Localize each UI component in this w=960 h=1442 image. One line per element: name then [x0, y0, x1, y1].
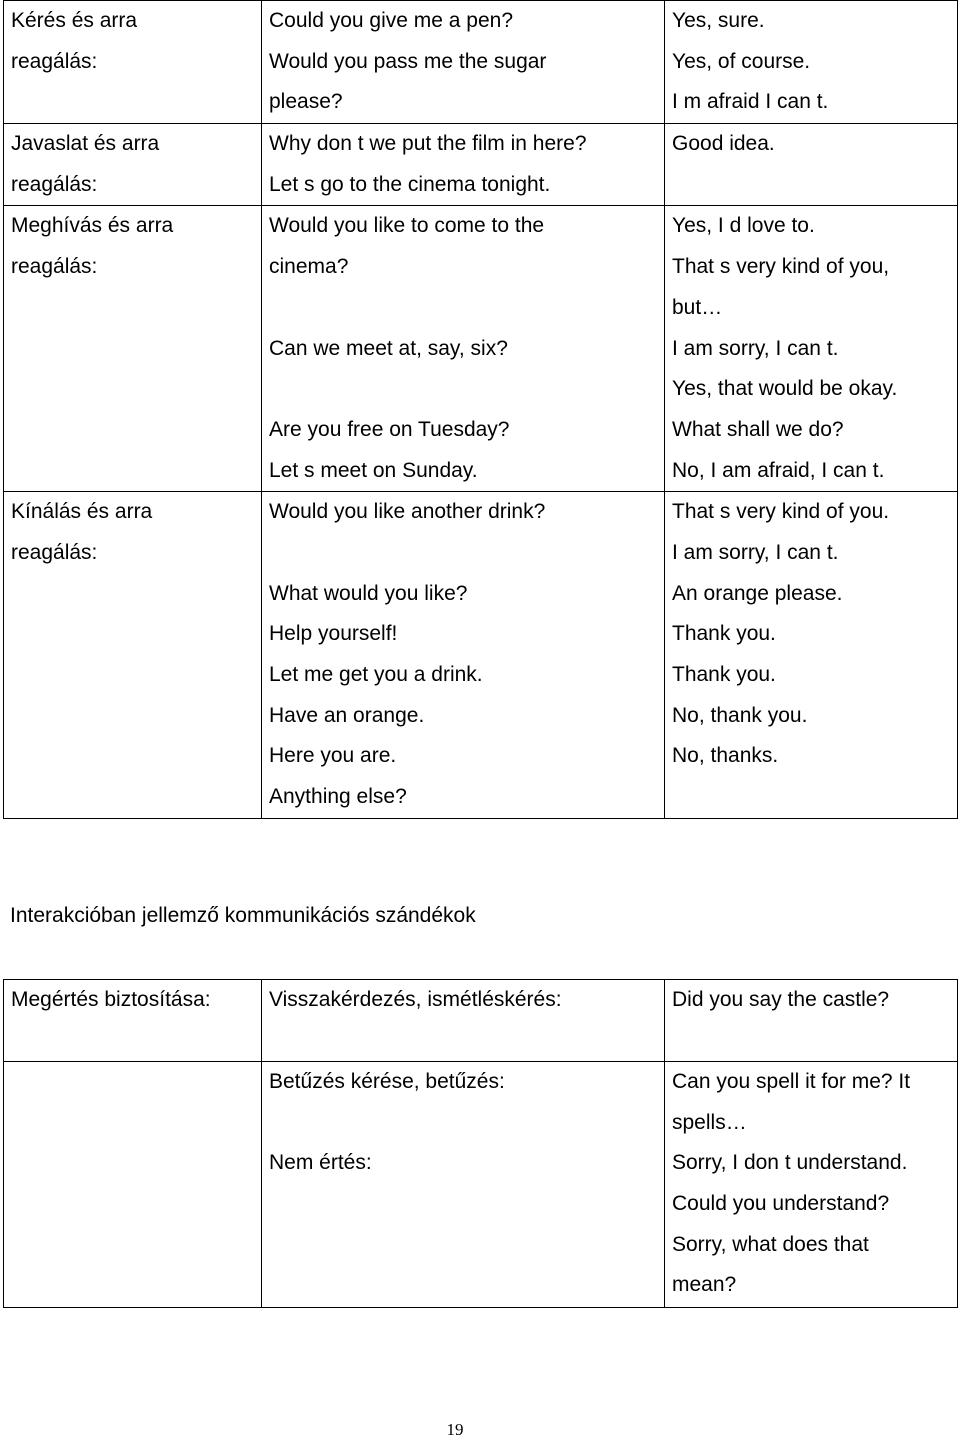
example-text: Did you say the castle? [672, 988, 890, 1011]
response-text: An orange please. [672, 581, 843, 605]
table-row [4, 206, 958, 492]
strategy-label [269, 1103, 658, 1144]
response-text: but… [672, 295, 723, 319]
response-text: No, thanks. [672, 744, 779, 768]
strategy-label: Nem értés: [269, 1151, 372, 1175]
phrase-text: Have an orange. [269, 703, 425, 727]
phrases-table [3, 0, 958, 819]
example-text: Can you spell it for me? It [672, 1070, 911, 1093]
response-text: Yes, sure. [672, 9, 765, 32]
category-label: reagálás: [11, 49, 98, 73]
example-text: mean? [672, 1273, 737, 1297]
phrase-text: Anything else? [269, 785, 407, 809]
phrase-cell [262, 124, 665, 206]
phrase-text [269, 369, 658, 410]
response-text: I am sorry, I can t. [672, 540, 839, 564]
table-row [4, 1, 958, 124]
strategy-cell [262, 1062, 665, 1308]
page-number: 19 [446, 1420, 464, 1439]
phrase-cell [262, 1, 665, 124]
response-cell [665, 206, 958, 492]
response-cell [665, 1, 958, 124]
phrase-text: please? [269, 90, 343, 114]
response-cell [665, 492, 958, 819]
phrase-text: Here you are. [269, 744, 397, 768]
response-text: Good idea. [672, 132, 775, 156]
category-label: reagálás: [11, 540, 98, 564]
phrase-cell [262, 492, 665, 819]
response-text: Thank you. [672, 663, 776, 686]
phrase-text [269, 288, 658, 329]
communication-intents-table [3, 979, 958, 1308]
example-text: spells… [672, 1110, 747, 1134]
response-text: That s very kind of you, [672, 255, 890, 279]
response-cell [665, 124, 958, 206]
category-label [11, 1062, 255, 1103]
example-text: Sorry, I don t understand. [672, 1151, 908, 1175]
category-label: reagálás: [11, 255, 98, 279]
response-text: No, I am afraid, I can t. [672, 458, 885, 482]
response-text: I am sorry, I can t. [672, 336, 839, 360]
example-cell [665, 1062, 958, 1308]
phrase-text: Could you give me a pen? [269, 9, 513, 32]
response-text: Yes, I d love to. [672, 214, 815, 238]
response-text: No, thank you. [672, 703, 808, 727]
phrase-text [269, 533, 658, 574]
category-label: reagálás: [11, 172, 98, 196]
response-text: I m afraid I can t. [672, 90, 829, 114]
category-label: Kínálás és arra [11, 500, 153, 524]
phrase-text: Why don t we put the film in here? [269, 132, 587, 156]
category-cell [4, 206, 262, 492]
category-cell [4, 124, 262, 206]
strategy-label: Betűzés kérése, betűzés: [269, 1070, 505, 1093]
category-cell [4, 1, 262, 124]
category-label: Kérés és arra [11, 9, 138, 32]
example-cell [665, 980, 958, 1062]
category-cell [4, 1062, 262, 1308]
category-label: Meghívás és arra [11, 214, 174, 238]
phrase-text: Can we meet at, say, six? [269, 336, 508, 360]
phrase-text: Would you pass me the sugar [269, 49, 547, 73]
table-row [4, 124, 958, 206]
phrase-text: Help yourself! [269, 622, 398, 646]
category-label: Megértés biztosítása: [11, 988, 211, 1011]
example-text: Sorry, what does that [672, 1232, 869, 1256]
response-text: That s very kind of you. [672, 500, 890, 524]
category-cell [4, 492, 262, 819]
phrase-text: Are you free on Tuesday? [269, 417, 510, 441]
response-text [672, 165, 951, 206]
table-row [4, 980, 958, 1062]
category-label: Javaslat és arra [11, 132, 160, 156]
phrase-text: Let me get you a drink. [269, 663, 483, 686]
phrase-text: cinema? [269, 255, 349, 279]
phrase-text: Let s meet on Sunday. [269, 458, 478, 482]
phrase-text: Let s go to the cinema tonight. [269, 172, 551, 196]
phrase-cell [262, 206, 665, 492]
response-text: Yes, of course. [672, 49, 811, 73]
response-text: Yes, that would be okay. [672, 377, 898, 401]
section-heading: Interakcióban jellemző kommunikációs szándékok [10, 904, 476, 927]
strategy-label: Visszakérdezés, ismétléskérés: [269, 988, 562, 1011]
strategy-cell [262, 980, 665, 1062]
response-text: What shall we do? [672, 417, 844, 441]
table-row [4, 1062, 958, 1308]
category-cell [4, 980, 262, 1062]
phrase-text: Would you like to come to the [269, 214, 545, 238]
phrase-text: Would you like another drink? [269, 500, 546, 524]
response-text: Thank you. [672, 622, 776, 646]
phrase-text: What would you like? [269, 581, 468, 605]
response-text [672, 777, 951, 818]
table-row [4, 492, 958, 819]
example-text: Could you understand? [672, 1192, 890, 1216]
